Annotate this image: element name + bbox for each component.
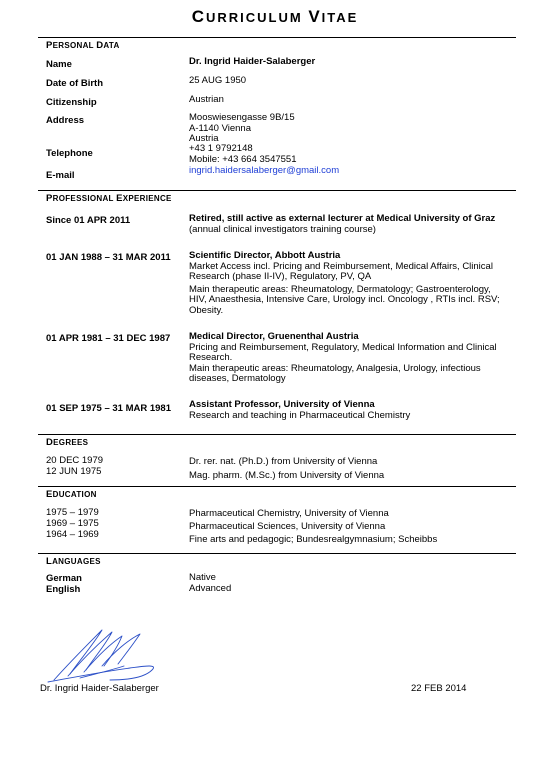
degree-text: Mag. pharm. (M.Sc.) from University of Vienna (189, 470, 385, 481)
experience-period: Since 01 APR 2011 (46, 215, 131, 226)
experience-details (189, 400, 509, 421)
address-value (189, 113, 509, 145)
experience-details (189, 332, 509, 385)
degree-text: Dr. rer. nat. (Ph.D.) from University of Vienna (189, 456, 378, 467)
education-period: 1975 – 1979 (46, 507, 99, 518)
email-link[interactable]: ingrid.haidersalaberger@gmail.com (189, 165, 340, 176)
experience-role: Retired, still active as external lecturer at Medical University of Graz (189, 213, 496, 224)
section-rule-experience (38, 190, 516, 191)
experience-details (189, 214, 509, 235)
name-label: Name (46, 59, 72, 70)
experience-line: Pricing and Reimbursement, Regulatory, Medical Information and Clinical (189, 341, 497, 353)
signature-name: Dr. Ingrid Haider-Salaberger (40, 683, 159, 694)
address-line: Austria (189, 133, 219, 144)
experience-line: (annual clinical investigators training course) (189, 223, 376, 235)
section-heading-languages: LANGUAGES (46, 556, 101, 567)
experience-period: 01 APR 1981 – 31 DEC 1987 (46, 333, 171, 344)
section-heading-degrees: DEGREES (46, 437, 89, 448)
experience-period: 01 JAN 1988 – 31 MAR 2011 (46, 252, 171, 263)
language-name: German (46, 573, 82, 584)
experience-role: Assistant Professor, University of Vienna (189, 399, 375, 410)
signature-date: 22 FEB 2014 (411, 683, 467, 694)
experience-line: Main therapeutic areas: Rheumatology, Dermatology; Gastroenterology, (189, 283, 491, 295)
telephone-line: +43 1 9792148 (189, 143, 253, 154)
education-text: Fine arts and pedagogic; Bundesrealgymnasium; Scheibbs (189, 534, 438, 545)
citizenship-label: Citizenship (46, 97, 97, 108)
title-rest-1: URRICULUM (205, 10, 303, 25)
language-level: Native (189, 572, 216, 583)
title-rest-2: ITAE (321, 10, 359, 25)
section-heading-experience: PROFESSIONAL EXPERIENCE (46, 193, 172, 204)
education-text: Pharmaceutical Chemistry, University of Vienna (189, 508, 389, 519)
degree-date: 12 JUN 1975 (46, 466, 102, 477)
email-label: E-mail (46, 170, 75, 181)
education-period: 1969 – 1975 (46, 518, 99, 529)
experience-line: Research (phase II-IV), Regulatory, PV, QA (189, 271, 372, 282)
telephone-label: Telephone (46, 148, 93, 159)
title-initial-v: V (308, 7, 322, 26)
dob-value: 25 AUG 1950 (189, 75, 247, 86)
address-label: Address (46, 115, 85, 126)
section-rule-degrees (38, 434, 516, 435)
education-text: Pharmaceutical Sciences, University of Vienna (189, 521, 386, 532)
name-value: Dr. Ingrid Haider-Salaberger (189, 56, 316, 67)
section-rule-personal (38, 37, 516, 38)
language-level: Advanced (189, 583, 232, 594)
education-period: 1964 – 1969 (46, 529, 99, 540)
address-line: A-1140 Vienna (189, 122, 251, 134)
language-name: English (46, 584, 81, 595)
experience-line: Research and teaching in Pharmaceutical Chemistry (189, 409, 411, 421)
experience-role: Medical Director, Gruenenthal Austria (189, 331, 359, 342)
section-heading-personal: PERSONAL DATA (46, 40, 120, 51)
experience-line: HIV, Anaesthesia, Intensive Care, Urology incl. Oncology , RTIs incl. RSV; (189, 294, 500, 305)
handwritten-signature (40, 622, 170, 684)
experience-period: 01 SEP 1975 – 31 MAR 1981 (46, 403, 171, 414)
experience-line: Research. (189, 352, 233, 363)
experience-line: Obesity. (189, 304, 224, 316)
degree-date: 20 DEC 1979 (46, 455, 104, 466)
experience-details (189, 251, 509, 316)
page-title (0, 7, 550, 27)
experience-line: diseases, Dermatology (189, 373, 286, 384)
section-rule-education (38, 486, 516, 487)
telephone-value (189, 144, 509, 165)
section-heading-education: EDUCATION (46, 489, 97, 500)
experience-line: Main therapeutic areas: Rheumatology, Analgesia, Urology, infectious (189, 362, 481, 374)
citizenship-value: Austrian (189, 94, 224, 105)
title-initial-c: C (191, 7, 206, 26)
dob-label: Date of Birth (46, 78, 103, 89)
experience-line: Market Access incl. Pricing and Reimbursement, Medical Affairs, Clinical (189, 260, 493, 272)
telephone-line: Mobile: +43 664 3547551 (189, 153, 297, 165)
experience-role: Scientific Director, Abbott Austria (189, 250, 341, 261)
address-line: Mooswiesengasse 9B/15 (189, 112, 295, 123)
section-rule-languages (38, 553, 516, 554)
